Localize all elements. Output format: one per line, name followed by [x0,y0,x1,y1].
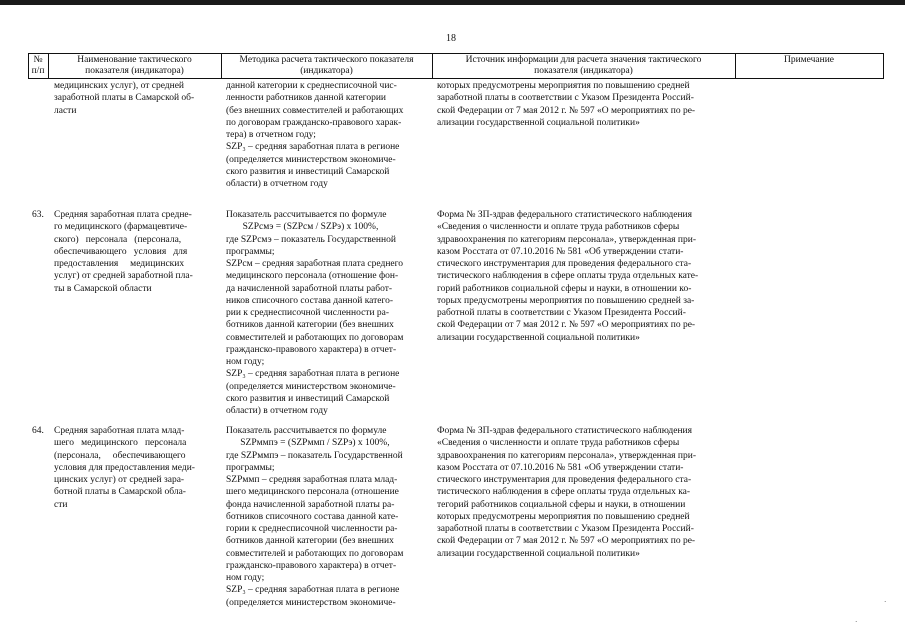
header-bottom-rule [28,78,884,79]
row-method-cell: Показатель рассчитывается по формуле SZPммпэ = (SZPммп / SZPэ) х 100%, где SZPммпэ – показатель Государственной программы; SZPммп – средняя заработная плата млад- шего медицинского персонала (отношение фонда начисленной заработной платы ра- ботников списочного состава данной кате- гории к среднесписочной численности ра- ботников данной категории (без внешних совместителей и работающих по договорам гражданско-правового характера) в отчет- ном году; SZP₃ – средняя заработная плата в регионе (определяется министерством экономиче- [226,426,404,608]
row-source-cell: которых предусмотрены мероприятия по повышению средней заработной платы в соответствии с Указом Президента Россий- ской Федерации от 7 мая 2012 г. № 597 «О мероприятиях по ре- ализации государственной социальной политики» [437,81,696,128]
row-source-cell: Форма № ЗП-здрав федерального статистического наблюдения «Сведения о численности и оплате труда работников сферы здравоохранения по категориям персонала», утвержденная при- казом Росстата от 07.10.2016 № 581 «Об утверждении стати- стического инструментария для проведения федерального ста- тистического наблюдения в сфере оплаты труда отдельных ка- тегорий работников социальной сферы и науки, в отношении которых предусмотрены мероприятия по повышению средней заработной платы в соответствии с Указом Президента Россий- ской Федерации от 7 мая 2012 г. № 597 «О мероприятиях по ре- ализации государственной социальной политики» [437,426,696,559]
row-name-cell: Средняя заработная плата средне- го медицинского (фармацевтиче- ского) персонала (персонала, обеспечивающего условия для предоставления медицинских услуг) от средней заработной пла- ты в Самарской области [54,210,193,294]
scan-speck: · [855,618,858,626]
table-top-rule [28,53,884,54]
header-name: Наименование тактического показателя (индикатора) [77,55,192,76]
row-number: 64. [32,426,44,436]
header-num: № п/п [31,55,45,76]
header-note: Примечание [783,55,835,65]
header-source: Источник информации для расчета значения тактического показателя (индикатора) [465,55,702,76]
row-source-cell: Форма № ЗП-здрав федерального статистического наблюдения «Сведения о численности и оплате труда работников сферы здравоохранения по категориям персонала», утвержденная при- казом Росстата от 07.10.2016 № 581 «Об утверждении стати- стического инструментария для проведения федерального ста- тистического наблюдения в сфере оплаты труда отдельных кате- горий работников социальной сферы и науки, в отношении ко- торых предусмотрены мероприятия по повышению средней за- работной платы в соответствии с Указом Президента Россий- ской Федерации от 7 мая 2012 г. № 597 «О мероприятиях по ре- ализации государственной социальной политики» [437,210,699,343]
row-name-cell: Средняя заработная плата млад- шего медицинского персонала (персонала, обеспечивающего условия для предоставления меди- цинских услуг) от средней зара- ботной платы в Самарской обла- сти [54,426,195,510]
row-method-cell: Показатель рассчитывается по формуле SZPсмэ = (SZPсм / SZPэ) х 100%, где SZPсмэ – показатель Государственной программы; SZPсм – средняя заработная плата среднего медицинского персонала (отношение фон- да начисленной заработной платы работ- ников списочного состава данной катего- рии к среднесписочной численности ра- ботников данной категории (без внешних совместителей и работающих по договорам гражданско-правового характера) в отчет- ном году; SZP₃ – средняя заработная плата в регионе (определяется министерством экономиче- ского развития и инвестиций Самарской области) в отчетном году [226,210,404,416]
page-number: 18 [446,33,456,44]
row-number: 63. [32,210,44,220]
column-divider [883,53,884,79]
scan-top-border [0,0,905,5]
header-method: Методика расчета тактического показателя (индикатора) [239,55,414,76]
scan-speck: · [884,598,887,606]
row-method-cell: данной категории к среднесписочной чис- ленности работников данной категории (без внешних совместителей и работающих по договорам гражданско-правового харак- тера) в отчетном году; SZP₃ – средняя заработная плата в регионе (определяется министерством экономиче- ского развития и инвестиций Самарской области) в отчетном году [226,81,404,189]
row-name-cell: медицинских услуг), от средней заработной платы в Самарской об- ласти [54,81,195,116]
